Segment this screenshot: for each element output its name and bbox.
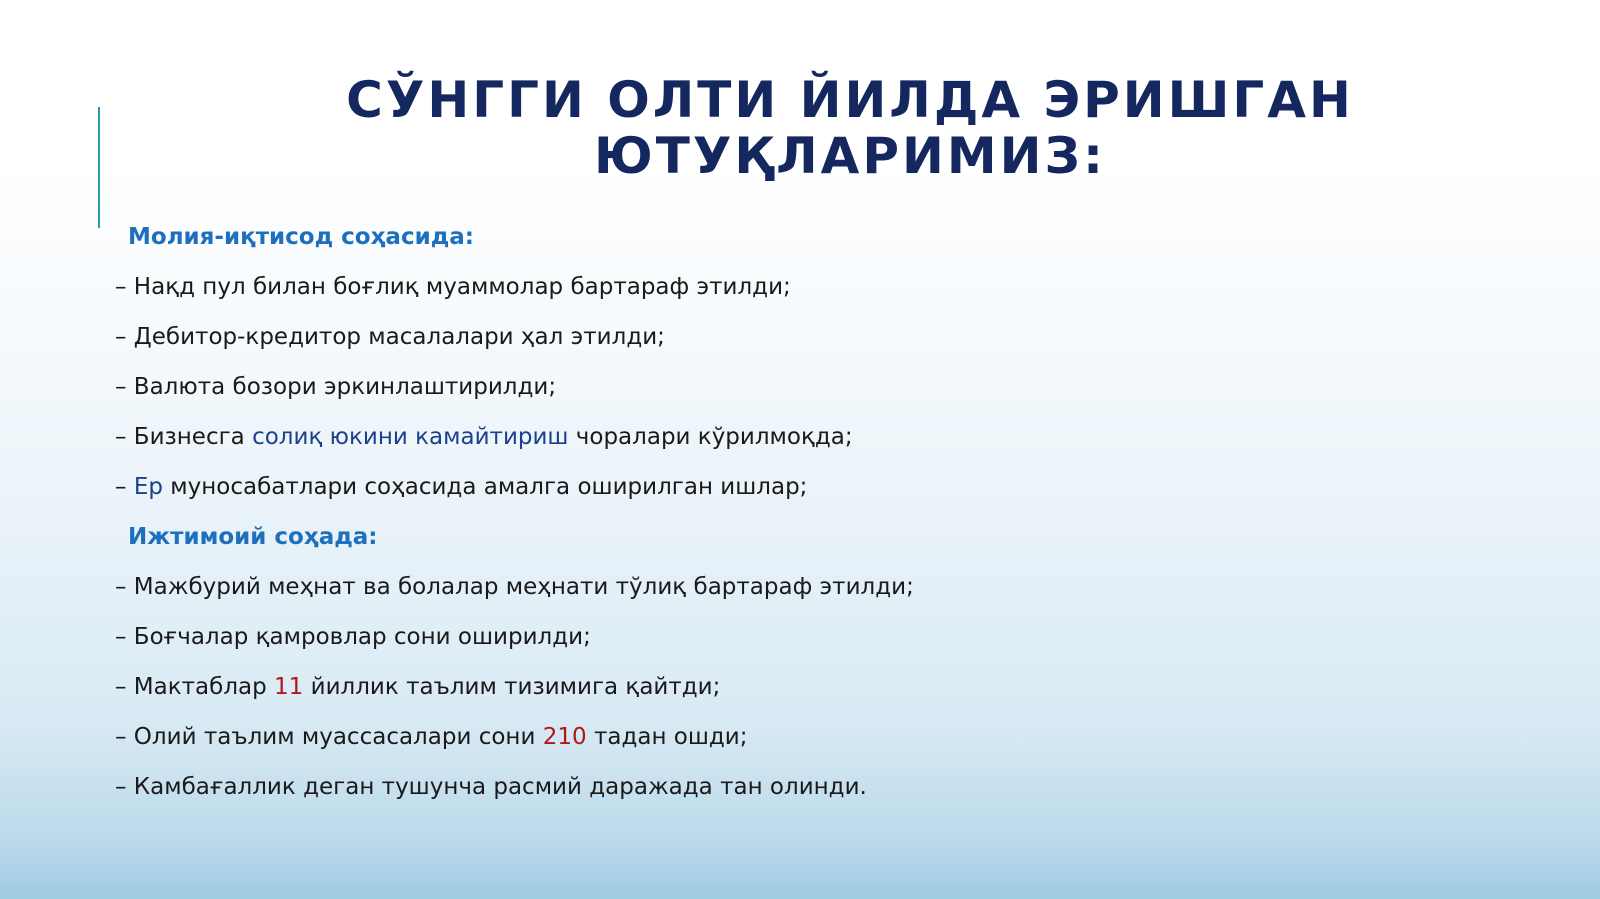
list-item: – Олий таълим муассасалари сони 210 тадан ошди; [115,724,748,750]
section-heading-finance: Молия-иқтисод соҳасида: [128,224,474,250]
list-item: – Нақд пул билан боғлиқ муаммолар бартараф этилди; [115,274,791,300]
highlight-number: 11 [274,674,304,700]
highlight-text: солиқ юкини камайтириш [252,424,569,450]
highlight-number: 210 [542,724,587,750]
list-item: – Боғчалар қамровлар сони оширилди; [115,624,591,650]
title-line-2: ЮТУҚЛАРИМИЗ: [594,127,1106,185]
accent-line [98,107,100,228]
list-item: – Ер муносабатлари соҳасида амалга оширилган ишлар; [115,474,808,500]
list-item: – Дебитор-кредитор масалалари ҳал этилди; [115,324,665,350]
list-item: – Бизнесга солиқ юкини камайтириш чоралари кўрилмоқда; [115,424,853,450]
list-item: – Мажбурий меҳнат ва болалар меҳнати тўлиқ бартараф этилди; [115,574,914,600]
list-item: – Мактаблар 11 йиллик таълим тизимига қайтди; [115,674,721,700]
slide-title [300,72,1400,184]
list-item: – Камбағаллик деган тушунча расмий даражада тан олинди. [115,774,867,800]
title-line-1: СЎНГГИ ОЛТИ ЙИЛДА ЭРИШГАН [346,71,1354,129]
list-item: – Валюта бозори эркинлаштирилди; [115,374,557,400]
highlight-text: Ер [133,474,163,500]
section-heading-social: Ижтимоий соҳада: [128,524,378,550]
slide-content [115,220,1315,820]
